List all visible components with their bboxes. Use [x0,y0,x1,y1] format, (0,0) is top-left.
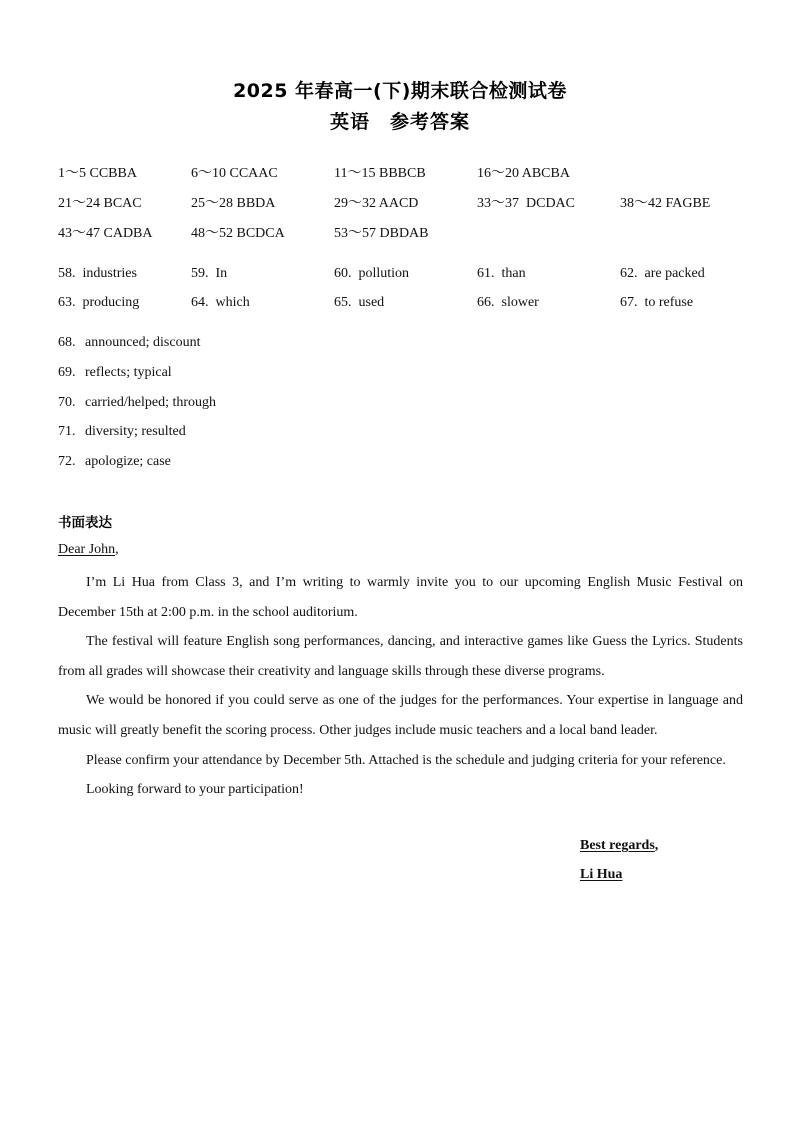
mc-group: 53～57 DBDAB [334,226,429,241]
mc-group: 38～42 FAGBE [620,196,711,211]
letter-salutation: Dear John, [58,542,119,557]
word-fill-item: 70. carried/helped; through [58,395,217,410]
word-fill-item: 68. announced; discount [58,335,201,350]
grammar-item: 59. In [191,266,228,281]
letter-paragraph: The festival will feature English song performances, dancing, and interactive games like Guess the Lyrics. Students from all grades will showcase their creativity and language skills through these diverse programs. [58,634,743,679]
mc-group: 21～24 BCAC [58,196,142,211]
grammar-item: 58. industries [58,266,137,281]
letter-paragraph: I’m Li Hua from Class 3, and I’m writing to warmly invite you to our upcoming English Music Festival on December 15th at 2:00 p.m. in the school auditorium. [58,575,743,620]
letter-paragraph: Looking forward to your participation! [86,782,304,798]
mc-group: 11～15 BBBCB [334,166,426,181]
salutation-name: Dear John [58,542,116,557]
grammar-item: 65. used [334,295,385,310]
grammar-item: 66. slower [477,295,539,310]
mc-group: 43～47 CADBA [58,226,153,241]
mc-group: 16～20 ABCBA [477,166,570,181]
grammar-item: 64. which [191,295,250,310]
document-subtitle: 英语 参考答案 [329,111,470,133]
letter-body [58,568,743,805]
grammar-item: 60. pollution [334,266,410,281]
mc-group: 1～5 CCBBA [58,166,137,181]
mc-group: 25～28 BBDA [191,196,276,211]
letter-closing: Best regards, [580,838,659,853]
mc-group: 29～32 AACD [334,196,419,211]
letter-paragraph: Please confirm your attendance by December 5th. Attached is the schedule and judging criteria for your reference. [86,752,726,768]
grammar-item: 63. producing [58,295,140,310]
word-fill-item: 69. reflects; typical [58,365,172,380]
grammar-item: 61. than [477,266,526,281]
mc-group: 48～52 BCDCA [191,226,285,241]
grammar-item: 62. are packed [620,266,705,281]
grammar-item: 67. to refuse [620,295,694,310]
mc-group: 6～10 CCAAC [191,166,278,181]
word-fill-item: 72. apologize; case [58,454,171,469]
word-fill-item: 71. diversity; resulted [58,424,186,439]
letter-paragraph: We would be honored if you could serve as one of the judges for the performances. Your expertise in language and music will greatly benefit the scoring process. Other judges include music teachers and a local band leader. [58,693,743,738]
letter-signature: Li Hua [580,867,623,882]
document-title: 2025 年春高一(下)期末联合检测试卷 [233,80,567,102]
writing-section-label: 书面表达 [58,515,112,531]
mc-group: 33～37 DCDAC [477,196,576,211]
